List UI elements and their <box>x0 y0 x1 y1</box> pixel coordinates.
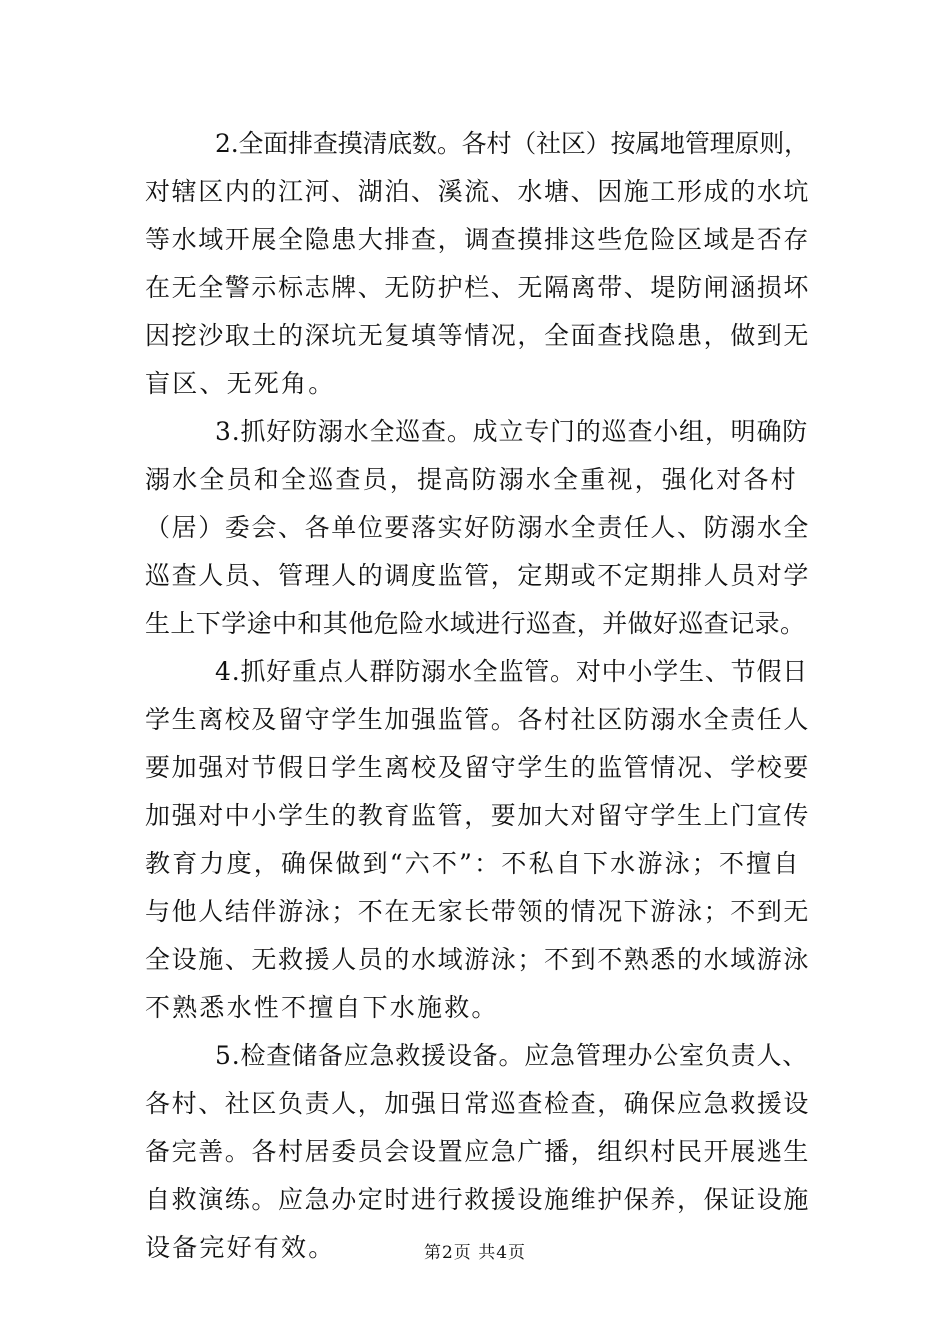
paragraph-line: 各村、社区负责人，加强日常巡查检查，确保应急救援设 <box>145 1089 811 1118</box>
paragraph-line: 在无全警示标志牌、无防护栏、无隔离带、堤防闸涵损坏 <box>145 273 811 302</box>
paragraph-first-line: 4.抓好重点人群防溺水全监管。对中小学生、节假日 <box>215 657 809 686</box>
paragraph-line: 巡查人员、管理人的调度监管，定期或不定期排人员对学 <box>145 561 811 590</box>
paragraph-line: 与他人结伴游泳；不在无家长带领的情况下游泳；不到无 <box>145 897 811 926</box>
paragraph-line: 教育力度，确保做到“六不”：不私自下水游泳；不擅自 <box>145 849 801 878</box>
paragraph-line: 学生离校及留守学生加强监管。各村社区防溺水全责任人 <box>145 705 811 734</box>
paragraph-line: 对辖区内的江河、湖泊、溪流、水塘、因施工形成的水坑 <box>145 177 811 206</box>
paragraph-line: 加强对中小学生的教育监管，要加大对留守学生上门宣传 <box>145 801 811 830</box>
paragraph-line: 溺水全员和全巡查员，提高防溺水全重视，强化对各村 <box>145 465 798 494</box>
paragraph-line: 要加强对节假日学生离校及留守学生的监管情况、学校要 <box>145 753 811 782</box>
paragraph-line: 等水域开展全隐患大排查，调查摸排这些危险区域是否存 <box>145 225 811 254</box>
paragraph-line: （居）委会、各单位要落实好防溺水全责任人、防溺水全 <box>145 513 811 542</box>
paragraph-line: 全设施、无救援人员的水域游泳；不到不熟悉的水域游泳 <box>145 945 811 974</box>
document-body <box>145 120 810 1272</box>
page-footer: 第2页 共4页 <box>423 1243 527 1263</box>
paragraph-line: 备完善。各村居委员会设置应急广播，组织村民开展逃生 <box>145 1137 811 1166</box>
paragraph-line: 生上下学途中和其他危险水域进行巡查，并做好巡查记录。 <box>145 609 806 638</box>
paragraph-line: 盲区、无死角。 <box>145 369 336 398</box>
paragraph-line: 自救演练。应急办定时进行救援设施维护保养，保证设施 <box>145 1185 811 1214</box>
paragraph-first-line: 5.检查储备应急救援设备。应急管理办公室负责人、 <box>215 1041 809 1070</box>
paragraph-first-line: 3.抓好防溺水全巡查。成立专门的巡查小组，明确防 <box>215 417 809 446</box>
paragraph-first-line: 2.全面排查摸清底数。各村（社区）按属地管理原则， <box>215 129 809 158</box>
paragraph-line: 不熟悉水性不擅自下水施救。 <box>145 993 499 1022</box>
paragraph-line: 设备完好有效。 <box>145 1233 336 1262</box>
paragraph-line: 因挖沙取土的深坑无复填等情况，全面查找隐患，做到无 <box>145 321 811 350</box>
